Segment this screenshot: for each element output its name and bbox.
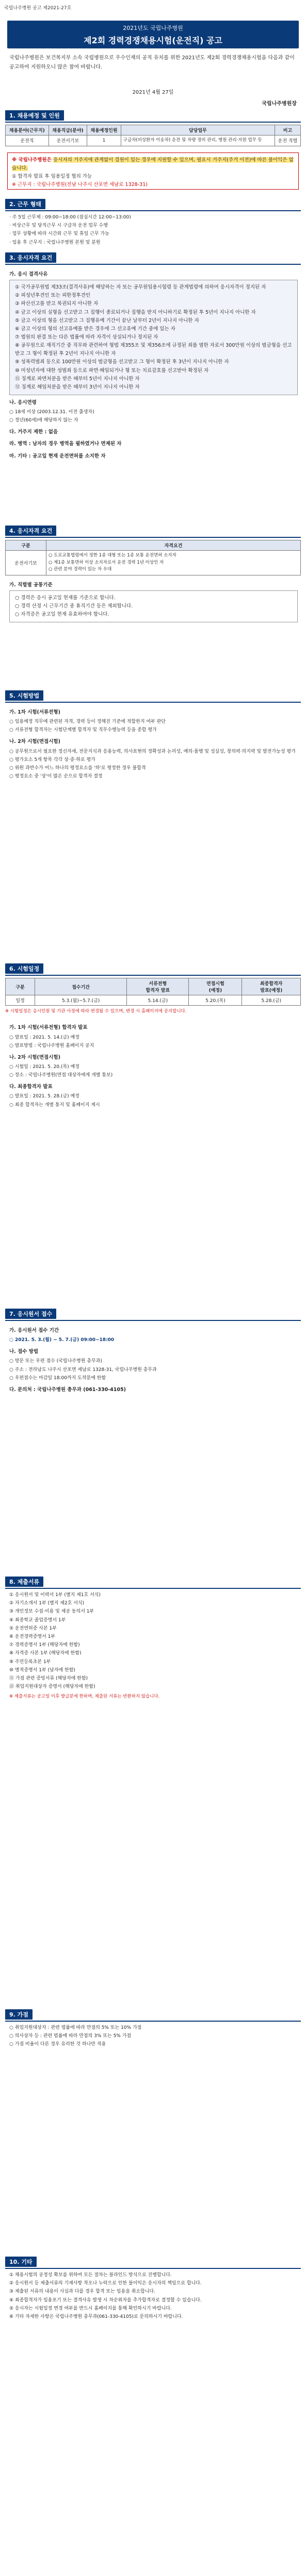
list-item: ⑩ 미성년자에 대한 성범죄 등으로 파면·해임되거나 형 또는 치료감호를 선고받아 확정된 자: [15, 367, 209, 374]
list-item: ③ 파산선고를 받고 복권되지 아니한 자: [15, 301, 99, 307]
list-item: ④ 금고 이상의 실형을 선고받고 그 집행이 종료되거나 집행을 받지 아니하기로 확정된 후 5년이 지나지 아니한 자: [15, 309, 256, 315]
table-header: 접수기간: [35, 978, 127, 995]
list-item: ⑦ 경력증명서 1부 (해당자에 한함): [9, 1642, 80, 1648]
list-item: ○ 평정요소 중 '상'이 많은 순으로 합격자 결정: [9, 774, 103, 779]
section-title: 1. 채용예정 및 인원: [5, 110, 64, 121]
section-title: 10. 기타: [5, 2257, 37, 2267]
list-item: ○ 평가요소 5개 항목 각각 상·중·하로 평가: [9, 757, 95, 762]
section-application: [5, 1309, 301, 1397]
disqualification-box: [9, 280, 298, 395]
list-item: ○ 최종 합격자는 개별 통지 및 홈페이지 게시: [9, 1102, 100, 1108]
section-title: 6. 시험일정: [5, 963, 43, 974]
list-item: ○ 발표방법 : 국립나주병원 홈페이지 공지: [9, 1043, 94, 1048]
common-criteria-box: [9, 590, 298, 622]
section-misc: [5, 2257, 301, 2323]
warning-text: 응시자의 거주지에 관계없이 결원이 있는 경우에 지원할 수 있으며, 필요시 거주지(주거 이전)에 따른 불이익은 없습니다.: [12, 157, 294, 172]
section-exam-method: [5, 690, 301, 783]
table-header: 면접시험 (예정): [189, 978, 242, 995]
list-item: ○ 서류전형 합격자는 시험단계별 합격자 및 직무수행능력 등을 종합 평가: [9, 727, 157, 733]
section-title: 5. 시험방법: [5, 690, 43, 701]
list-item: ○ 2021. 5. 3.(월) ~ 5. 7.(금) 09:00~18:00: [9, 1337, 115, 1343]
list-item: ⑥ 기타 자세한 사항은 국립나주병원 총무과(061-330-4105)로 문의하시기 바랍니다.: [9, 2314, 183, 2319]
table-cell: ○ 도로교통법령에서 정한 1종 대형 또는 1종 보통 운전면허 소지자 ○ 제1종 보통면허 이상 소지자로서 운전 경력 1년 이상인 자 ○ 관련 분야 경력이 있는 자 우대: [46, 551, 301, 575]
intro-text: 국립나주병원은 보건복지부 소속 국립병원으로 우수인재의 공직 유치를 위한 2021년도 제2회 경력경쟁채용시험을 다음과 같이 공고하여 지원하오니 많은 참여 바랍니다.: [9, 55, 295, 70]
subsection-heading: 나. 접수 방법: [9, 1349, 39, 1355]
table-cell: 운전직: [6, 135, 49, 146]
schedule-note: ※ 시험일정은 응시인원 및 기관 사정에 따라 변경될 수 있으며, 변경 시 홈페이지에 공지합니다.: [5, 1009, 187, 1014]
table-cell: 5.14.(금): [127, 995, 189, 1006]
subsection-heading: 가. 직렬별 공통기준: [9, 582, 53, 588]
list-item: ⑨ 주민등록초본 1부: [9, 1659, 51, 1665]
list-item: ② 자기소개서 1부 (별지 제2호 서식): [9, 1601, 85, 1606]
qualification-table: [5, 540, 301, 575]
list-item: ○ 주소 : 전라남도 나주시 산포면 세남로 1328-31, 국립나주병원 총무과: [9, 1367, 157, 1372]
table-header: 자격요건: [46, 540, 301, 551]
list-item: ② 응시원서 등 제출서류의 기재사항 착오나 누락으로 인한 불이익은 응시자의 책임으로 합니다.: [9, 2281, 202, 2286]
list-item: ⑨ 성폭력범죄 등으로 100만원 이상의 벌금형을 선고받고 그 형이 확정된 후 3년이 지나지 아니한 자: [15, 359, 229, 365]
list-item: ⑧ 공무원으로 재직기간 중 직무와 관련하여 형법 제355조 및 제356조에 규정된 죄를 범한 자로서 300만원 이상의 벌금형을 선고받고 그 형이 확정된 후 2년이 지나지 아니한 자: [15, 343, 292, 357]
list-item: ○ 취업지원대상자 : 관련 법률에 따라 만점의 5% 또는 10% 가점: [9, 2025, 142, 2030]
table-header: 채용분야(근무지): [6, 125, 49, 135]
list-item: ○ 장소 : 국립나주병원(면접 대상자에게 개별 통보): [9, 1073, 113, 1078]
subsection-heading: 가. 1차 시험(서류전형): [9, 709, 60, 715]
section-title: 4. 응시자격 요건: [5, 526, 56, 536]
warning-item: ※ 근무지 : 국립나주병원(전남 나주시 산포면 세남로 1328-31): [12, 182, 148, 188]
list-item: ○ 가점 비율이 다른 경우 유리한 것 하나만 적용: [9, 2042, 106, 2047]
list-item: ④ 최종합격자가 임용포기 또는 결격사유 발생 시 차순위자를 추가합격자로 결정할 수 있습니다.: [9, 2297, 202, 2303]
section-title: 2. 근무 형태: [5, 199, 45, 209]
warning-lead: ※ 국립나주병원은: [12, 157, 54, 163]
section-recruitment: [5, 110, 301, 146]
list-item: ⑪ 징계로 파면처분을 받은 때부터 5년이 지나지 아니한 자: [15, 376, 140, 382]
list-item: ① 채용시험의 공정성 확보를 위하여 모든 절차는 블라인드 방식으로 진행합니다.: [9, 2273, 172, 2278]
notice-warning-box: [7, 152, 299, 190]
header-subtitle: 2021년도 국립나주병원: [123, 25, 183, 31]
subsection-heading: 가. 응시원서 접수 기간: [9, 1328, 59, 1333]
warning-item: ① 합격자 발표 후 임용일정 협의 가능: [12, 174, 92, 180]
list-item: ③ 제출된 서류의 내용이 사실과 다를 경우 합격 또는 임용을 취소합니다.: [9, 2289, 155, 2295]
list-item: ⑩ 병적증명서 1부 (남자에 한함): [9, 1667, 75, 1673]
section-eligibility: [5, 252, 301, 464]
table-cell: 운전서기보: [6, 551, 46, 575]
table-cell: 일정: [6, 995, 35, 1006]
subsection-heading: 다. 최종합격자 발표: [9, 1084, 53, 1090]
notice-number: 국립나주병원 공고 제2021-27호: [4, 6, 72, 11]
table-cell: 1: [87, 135, 121, 146]
list-item: ⑤ 금고 이상의 형을 선고받고 그 집행유예 기간이 끝난 날부터 2년이 지나지 아니한 자: [15, 317, 199, 324]
page-title: 제2회 경력경쟁채용시험(운전직) 공고: [84, 36, 222, 45]
list-item: ○ 시험일 : 2021. 5. 20.(목) 예정: [9, 1064, 79, 1070]
list-item: ⑫ 징계로 해임처분을 받은 때부터 3년이 지나지 아니한 자: [15, 384, 140, 390]
section-schedule: [5, 963, 301, 1111]
section-documents: [5, 1577, 301, 1703]
list-item: ○ 발표일 : 2021. 5. 14.(금) 예정: [9, 1035, 79, 1040]
table-cell: 운전서기보: [49, 135, 87, 146]
table-row: [6, 995, 301, 1006]
subsection-heading: 나. 2차 시험(면접시험): [9, 739, 60, 745]
issuer-name: 국립나주병원장: [262, 101, 297, 107]
list-item: ⑫ 취업지원대상자 증명서 (해당자에 한함): [9, 1684, 95, 1690]
section-title: 9. 가점: [5, 2009, 33, 2020]
list-item: ○ 우편접수는 마감일 18:00까지 도착분에 한함: [9, 1375, 106, 1381]
section-title: 3. 응시자격 요건: [5, 252, 56, 263]
list-item: · 임용 후 근무지 : 국립나주병원 본원 및 분원: [9, 240, 101, 245]
notice-header: [7, 21, 299, 48]
table-cell: 구급차(비상환자 이송차) 운전 및 차량 정비 관리, 병원 관리·지원 업무 등: [121, 135, 275, 146]
list-item: ① 국가공무원법 제33조(결격사유)에 해당하는 자 또는 공무원임용시험령 등 관계법령에 의하여 응시자격이 정지된 자: [15, 284, 266, 291]
list-item: ② 피성년후견인 또는 피한정후견인: [15, 293, 91, 299]
list-item: ○ 방문 또는 우편 접수 (국립나주병원 총무과): [9, 1359, 102, 1364]
list-item: ③ 개인정보 수집·이용 및 제공 동의서 1부: [9, 1609, 94, 1615]
table-header: 구분: [6, 540, 46, 551]
table-cell: 5.28.(금): [242, 995, 301, 1006]
list-item: ① 응시원서 및 이력서 1부 (별지 제1호 서식): [9, 1592, 101, 1598]
list-item: ○ 자격증은 공고일 현재 유효하여야 합니다.: [15, 612, 109, 618]
list-item: ○ 경력 산정 시 근무기간 중 휴직기간 등은 제외합니다.: [15, 603, 133, 609]
list-item: ○ 발표일 : 2021. 5. 28.(금) 예정: [9, 1094, 79, 1099]
list-item: ○ 공무원으로서 필요한 정신자세, 전문지식과 응용능력, 의사표현의 정확성과 논리성, 예의·품행 및 성실성, 창의력·의지력 및 발전가능성 평가: [9, 749, 296, 754]
list-item: ⑥ 금고 이상의 형의 선고유예를 받은 경우에 그 선고유예 기간 중에 있는 자: [15, 326, 175, 332]
list-item: ○ 임용예정 직무에 관련된 자격, 경력 등이 정해진 기준에 적합한지 여부 판단: [9, 719, 166, 725]
recruitment-table: [5, 125, 301, 146]
list-item: ⑧ 자격증 사본 1부 (해당자에 한함): [9, 1651, 82, 1656]
list-item: ⑪ 가점 관련 증빙서류 (해당자에 한함): [9, 1675, 88, 1681]
table-cell: 5.20.(목): [189, 995, 242, 1006]
subsection-heading: 나. 2차 시험(면접시험): [9, 1054, 60, 1060]
subsection-heading: 다. 거주지 제한 : 없음: [9, 429, 58, 435]
table-cell: 운전 직렬: [275, 135, 300, 146]
subsection-heading: 나. 응시연령: [9, 399, 37, 405]
list-item: · 주 5일 근무제 : 09:00~18:00 (점심시간 12:00~13:00): [9, 215, 131, 220]
list-item: ⑦ 법원의 판결 또는 다른 법률에 따라 자격이 상실되거나 정지된 자: [15, 334, 158, 340]
table-header: 비고: [275, 125, 300, 135]
subsection-heading: 마. 기타 : 공고일 현재 운전면허를 소지한 자: [9, 453, 106, 459]
table-header: 구분: [6, 978, 35, 995]
list-item: ○ 18세 이상 (2003.12.31. 이전 출생자): [9, 410, 94, 415]
table-cell: 5.3.(월)~5.7.(금): [35, 995, 127, 1006]
list-item: ○ 위원 과반수가 어느 하나의 평정요소를 '하'로 평정한 경우 불합격: [9, 765, 146, 771]
section-work-type: [5, 199, 301, 249]
list-item: · 업무 상황에 따라 시간외 근무 및 휴일 근무 가능: [9, 231, 109, 237]
list-item: ○ 의사상자 등 : 관련 법률에 따라 만점의 3% 또는 5% 가점: [9, 2033, 132, 2039]
documents-note: ※ 제출서류는 공고일 이후 발급분에 한하며, 제출된 서류는 반환하지 않습니다.: [9, 1694, 160, 1700]
list-item: ⑥ 운전경력증명서 1부: [9, 1634, 56, 1639]
section-qualification: [5, 526, 301, 624]
subsection-heading: 가. 응시 결격사유: [9, 272, 48, 277]
table-header: 최종합격자 발표(예정): [242, 978, 301, 995]
list-item: ○ 경력은 응시 공고일 현재를 기준으로 합니다.: [15, 595, 116, 601]
list-item: ⑤ 응시자는 시험일정 변경 여부를 반드시 홈페이지를 통해 확인하시기 바랍니다.: [9, 2306, 172, 2311]
list-item: ④ 최종학교 졸업증명서 1부: [9, 1617, 66, 1623]
section-title: 7. 응시원서 접수: [5, 1309, 56, 1319]
subsection-heading: 라. 병역 : 남자의 경우 병역을 필하였거나 면제된 자: [9, 441, 122, 447]
list-item: · 비상근무 및 당직근무 시 구급차 운전 업무 수행: [9, 223, 108, 229]
section-title: 8. 제출서류: [5, 1577, 43, 1587]
list-item: ○ 정년(60세)에 해당하지 않는 자: [9, 418, 78, 423]
table-row: [6, 551, 301, 575]
table-header: 서류전형 합격자 발표: [127, 978, 189, 995]
notice-date: 2021년 4월 27일: [132, 90, 174, 95]
table-header: 담당업무: [121, 125, 275, 135]
section-bonus: [5, 2009, 301, 2051]
list-item: ⑤ 운전면허증 사본 1부: [9, 1625, 57, 1631]
subsection-heading: 다. 문의처 : 국립나주병원 총무과 (061-330-4105): [9, 1386, 126, 1393]
subsection-heading: 가. 1차 시험(서류전형) 합격자 발표: [9, 1025, 88, 1031]
table-header: 채용직급(분야): [49, 125, 87, 135]
schedule-table: [5, 978, 301, 1006]
table-header: 채용예정인원: [87, 125, 121, 135]
table-row: [6, 135, 301, 146]
